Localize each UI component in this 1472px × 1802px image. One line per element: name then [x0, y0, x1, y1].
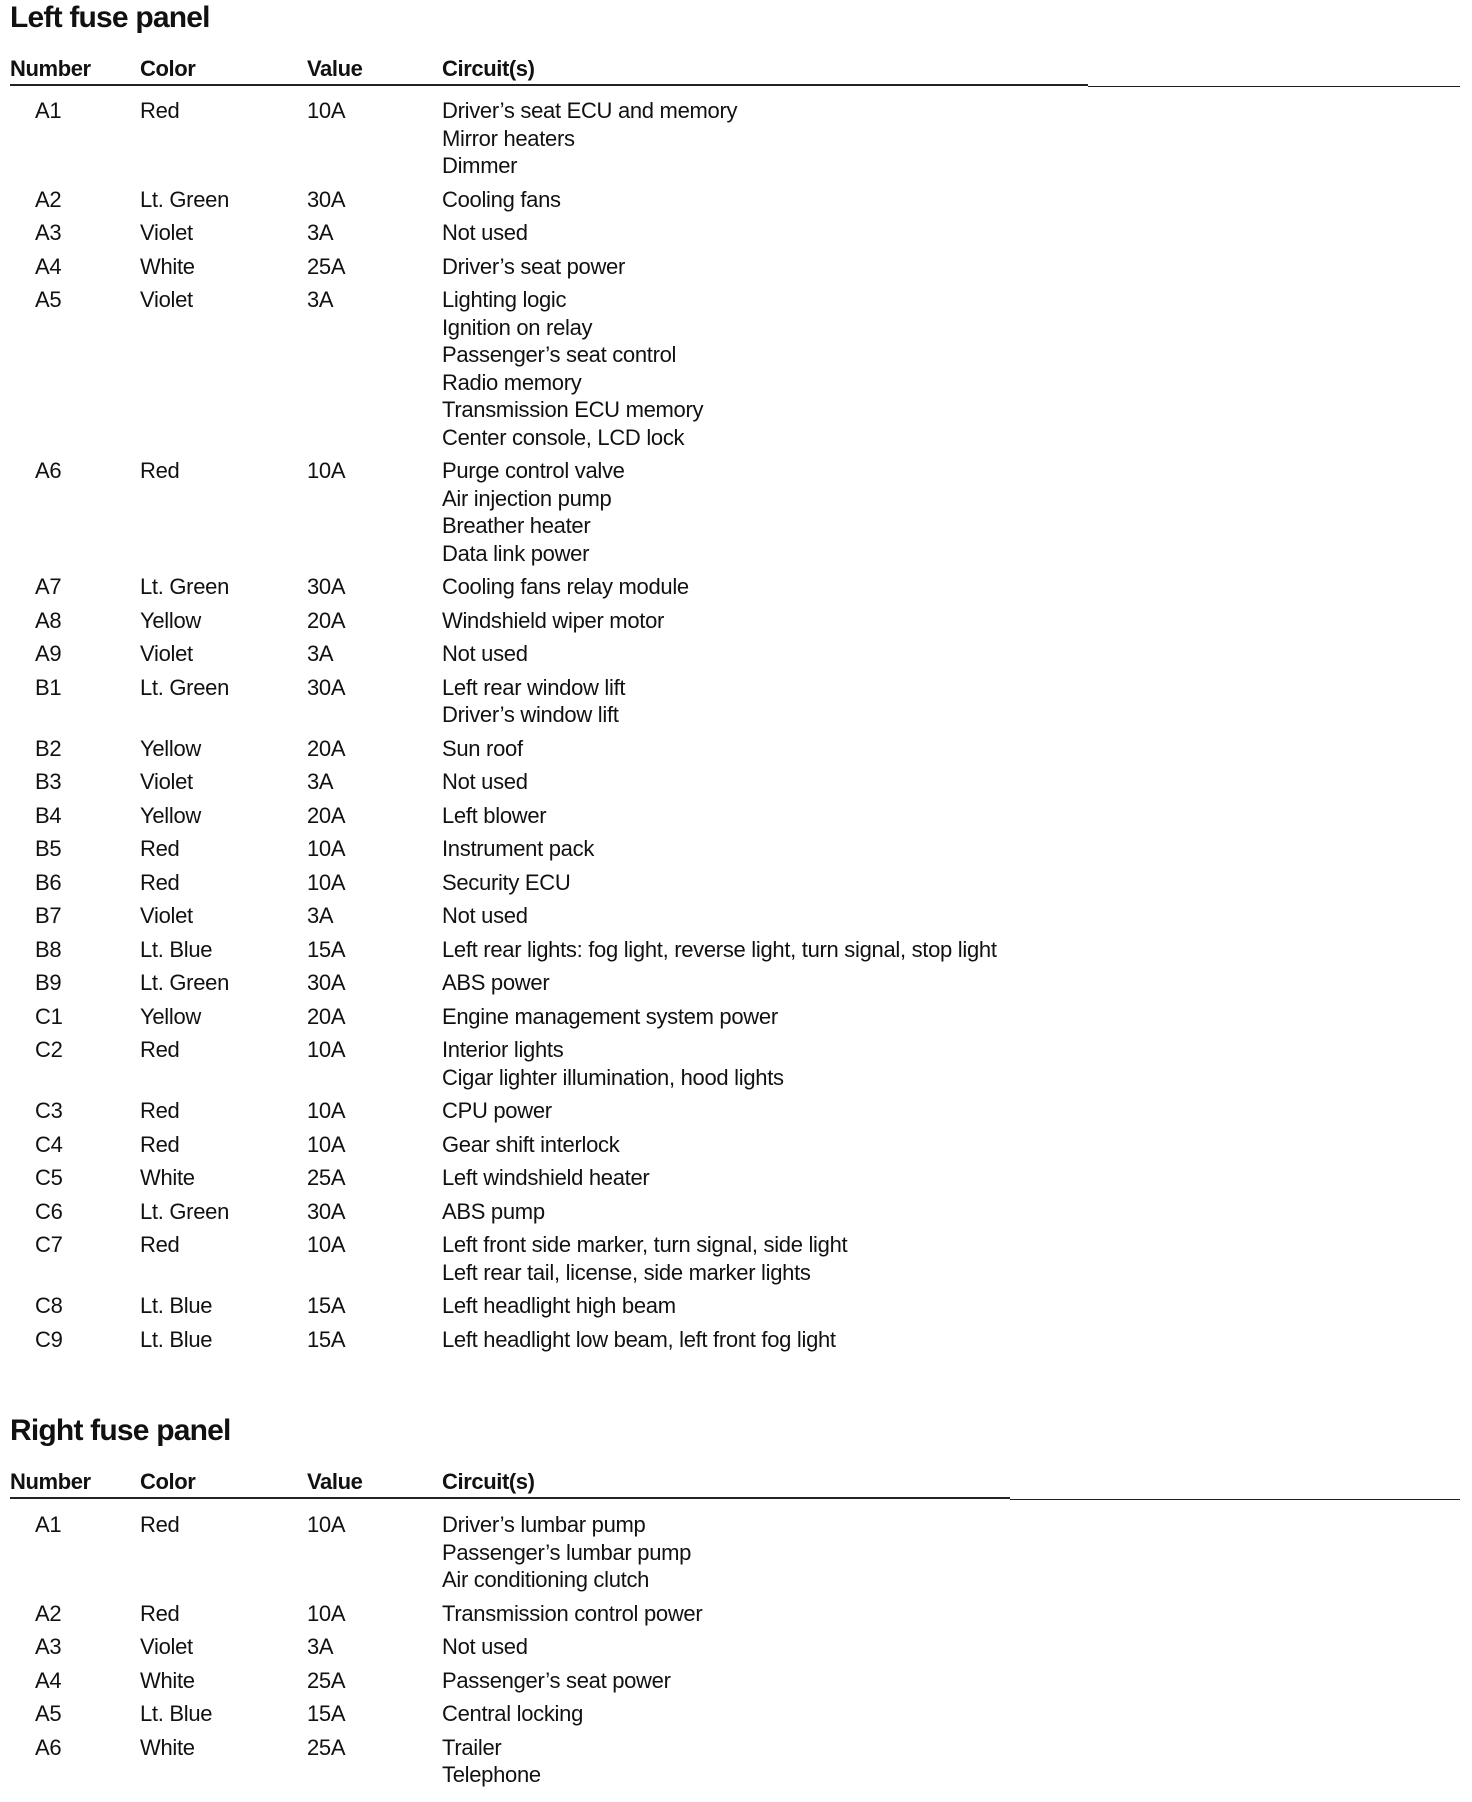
fuse-circuits [442, 1097, 1460, 1125]
column-header-value: Value [307, 1469, 363, 1494]
left-fuse-table [10, 97, 1460, 1359]
fuse-circuits [442, 186, 1460, 214]
fuse-row [10, 1198, 1460, 1232]
fuse-number: C1 [35, 1003, 63, 1029]
fuse-number: A5 [35, 287, 62, 312]
fuse-number: B1 [35, 674, 62, 700]
fuse-number: B3 [35, 769, 62, 794]
fuse-color: Lt. Blue [140, 1701, 213, 1726]
fuse-color: Red [140, 836, 180, 861]
circuit-line: Interior lights [442, 1037, 564, 1062]
fuse-value: 10A [307, 836, 346, 861]
fuse-row [10, 1700, 1460, 1734]
fuse-row [10, 1131, 1460, 1165]
fuse-value: 20A [307, 607, 346, 633]
fuse-number: A1 [35, 1512, 62, 1537]
fuse-number: C5 [35, 1165, 63, 1190]
fuse-circuits [442, 835, 1460, 863]
fuse-color: Violet [140, 220, 193, 245]
fuse-circuits [442, 1036, 1460, 1091]
fuse-number: C3 [35, 1098, 63, 1123]
circuit-line: Radio memory [442, 369, 582, 395]
header-rule-thin [1088, 86, 1460, 87]
fuse-color: Lt. Blue [140, 936, 213, 962]
circuit-line: Left headlight low beam, left front fog light [442, 1326, 836, 1352]
circuit-line: Not used [442, 220, 528, 245]
fuse-value: 15A [307, 1293, 346, 1318]
fuse-circuits [442, 869, 1460, 897]
circuit-line: Telephone [442, 1762, 541, 1787]
fuse-value: 3A [307, 903, 334, 928]
circuit-line: Breather heater [442, 513, 591, 538]
fuse-row [10, 869, 1460, 903]
fuse-value: 10A [307, 1232, 346, 1257]
fuse-circuits [442, 219, 1460, 247]
fuse-color: Lt. Green [140, 970, 230, 995]
fuse-number: A8 [35, 607, 62, 633]
fuse-value: 15A [307, 936, 346, 962]
circuit-line: Transmission ECU memory [442, 397, 704, 422]
circuit-line: Driver’s lumbar pump [442, 1512, 646, 1537]
circuit-line: Driver’s seat ECU and memory [442, 98, 738, 123]
header-rule-thick [10, 1497, 1010, 1499]
fuse-color: Yellow [140, 1003, 201, 1029]
fuse-number: A4 [35, 1667, 62, 1693]
fuse-circuits [442, 1198, 1460, 1226]
fuse-circuits [442, 1231, 1460, 1286]
fuse-circuits [442, 1511, 1460, 1594]
fuse-row [10, 768, 1460, 802]
fuse-number: A3 [35, 220, 62, 245]
fuse-color: Red [140, 458, 180, 483]
fuse-row [10, 936, 1460, 970]
fuse-row [10, 835, 1460, 869]
fuse-circuits [442, 1734, 1460, 1789]
fuse-number: A2 [35, 1600, 62, 1626]
fuse-color: Red [140, 1037, 180, 1062]
left-panel-title: Left fuse panel [10, 1, 210, 34]
fuse-value: 10A [307, 1512, 346, 1537]
fuse-circuits [442, 1600, 1460, 1628]
fuse-color: Red [140, 1600, 180, 1626]
fuse-value: 3A [307, 1634, 334, 1659]
fuse-row [10, 640, 1460, 674]
circuit-line: Transmission control power [442, 1600, 703, 1626]
fuse-value: 10A [307, 98, 346, 123]
fuse-circuits [442, 1164, 1460, 1192]
fuse-circuits [442, 936, 1460, 964]
circuit-line: Air conditioning clutch [442, 1567, 650, 1592]
circuit-line: Left front side marker, turn signal, side light [442, 1232, 848, 1257]
fuse-number: B5 [35, 836, 62, 861]
fuse-circuits [442, 1326, 1460, 1354]
header-rule-thick [10, 84, 1088, 86]
circuit-line: Purge control valve [442, 458, 625, 483]
circuit-line: Not used [442, 1634, 528, 1659]
circuit-line: Left rear tail, license, side marker lights [442, 1259, 811, 1285]
fuse-row [10, 1097, 1460, 1131]
left-table-header [10, 54, 1460, 84]
fuse-circuits [442, 1700, 1460, 1728]
circuit-line: Security ECU [442, 869, 571, 895]
circuit-line: Windshield wiper motor [442, 607, 665, 633]
fuse-color: Yellow [140, 607, 201, 633]
circuit-line: Center console, LCD lock [442, 424, 685, 450]
fuse-color: Lt. Green [140, 674, 230, 700]
fuse-color: Lt. Blue [140, 1293, 213, 1318]
fuse-number: A5 [35, 1701, 62, 1726]
right-fuse-panel [10, 1413, 1460, 1798]
circuit-line: Cooling fans relay module [442, 574, 689, 599]
fuse-circuits [442, 1292, 1460, 1320]
fuse-number: A6 [35, 458, 62, 483]
fuse-value: 20A [307, 802, 346, 828]
fuse-value: 3A [307, 220, 334, 245]
fuse-color: Violet [140, 1634, 193, 1659]
fuse-color: Violet [140, 903, 193, 928]
fuse-color: White [140, 1165, 195, 1190]
fuse-row [10, 97, 1460, 186]
circuit-line: Gear shift interlock [442, 1131, 620, 1157]
fuse-number: B7 [35, 903, 62, 928]
fuse-circuits [442, 674, 1460, 729]
fuse-row [10, 1164, 1460, 1198]
fuse-circuits [442, 457, 1460, 567]
fuse-value: 30A [307, 186, 346, 212]
fuse-color: Red [140, 1131, 180, 1157]
circuit-line: Passenger’s seat power [442, 1667, 671, 1693]
fuse-circuits [442, 607, 1460, 635]
circuit-line: Engine management system power [442, 1003, 778, 1029]
fuse-row [10, 286, 1460, 457]
fuse-number: A7 [35, 574, 62, 599]
fuse-number: C2 [35, 1037, 63, 1062]
fuse-value: 25A [307, 1667, 346, 1693]
fuse-row [10, 186, 1460, 220]
fuse-row [10, 802, 1460, 836]
fuse-circuits [442, 902, 1460, 930]
fuse-number: A6 [35, 1734, 62, 1760]
column-header-color: Color [140, 1469, 196, 1494]
fuse-row [10, 1036, 1460, 1097]
fuse-value: 20A [307, 735, 346, 761]
fuse-circuits [442, 97, 1460, 180]
fuse-number: C7 [35, 1232, 63, 1257]
fuse-circuits [442, 969, 1460, 997]
fuse-color: Lt. Green [140, 574, 230, 599]
fuse-row [10, 1633, 1460, 1667]
circuit-line: Data link power [442, 540, 590, 566]
fuse-row [10, 1734, 1460, 1795]
fuse-circuits [442, 640, 1460, 668]
circuit-line: Driver’s window lift [442, 702, 619, 727]
right-panel-title: Right fuse panel [10, 1414, 231, 1447]
fuse-color: Red [140, 1512, 180, 1537]
fuse-value: 20A [307, 1003, 346, 1029]
fuse-color: White [140, 1734, 195, 1760]
fuse-number: A4 [35, 253, 62, 279]
fuse-row [10, 607, 1460, 641]
fuse-circuits [442, 1667, 1460, 1695]
fuse-color: Yellow [140, 802, 201, 828]
fuse-color: Lt. Blue [140, 1326, 213, 1352]
fuse-value: 30A [307, 574, 346, 599]
circuit-line: Air injection pump [442, 485, 612, 511]
fuse-value: 25A [307, 253, 346, 279]
fuse-circuits [442, 768, 1460, 796]
fuse-row [10, 457, 1460, 573]
fuse-number: B8 [35, 936, 62, 962]
column-header-color: Color [140, 56, 196, 81]
column-header-number: Number [10, 1469, 91, 1494]
fuse-circuits [442, 573, 1460, 601]
fuse-row [10, 1003, 1460, 1037]
fuse-number: A9 [35, 641, 62, 666]
circuit-line: Mirror heaters [442, 125, 575, 151]
circuit-line: Instrument pack [442, 836, 595, 861]
fuse-circuits [442, 802, 1460, 830]
fuse-value: 30A [307, 674, 346, 700]
fuse-value: 10A [307, 869, 346, 895]
fuse-color: Lt. Green [140, 186, 230, 212]
fuse-value: 25A [307, 1165, 346, 1190]
fuse-value: 15A [307, 1701, 346, 1726]
fuse-row [10, 219, 1460, 253]
circuit-line: Trailer [442, 1734, 502, 1760]
right-fuse-table [10, 1511, 1460, 1795]
fuse-row [10, 1511, 1460, 1600]
fuse-circuits [442, 1131, 1460, 1159]
fuse-value: 10A [307, 1037, 346, 1062]
fuse-number: A1 [35, 98, 62, 123]
circuit-line: Sun roof [442, 735, 523, 761]
circuit-line: Passenger’s seat control [442, 342, 677, 367]
fuse-row [10, 674, 1460, 735]
fuse-row [10, 253, 1460, 287]
fuse-number: C6 [35, 1198, 63, 1224]
fuse-row [10, 902, 1460, 936]
fuse-value: 25A [307, 1734, 346, 1760]
fuse-number: B9 [35, 970, 62, 995]
fuse-value: 10A [307, 1098, 346, 1123]
circuit-line: ABS pump [442, 1198, 545, 1224]
right-table-header [10, 1467, 1460, 1497]
fuse-color: Red [140, 98, 180, 123]
circuit-line: Not used [442, 769, 528, 794]
fuse-value: 3A [307, 641, 334, 666]
circuit-line: Left rear window lift [442, 674, 626, 700]
circuit-line: Left rear lights: fog light, reverse light, turn signal, stop light [442, 936, 997, 962]
fuse-color: Red [140, 1098, 180, 1123]
circuit-line: Ignition on relay [442, 314, 593, 340]
fuse-value: 10A [307, 1131, 346, 1157]
fuse-number: C4 [35, 1131, 63, 1157]
circuit-line: Lighting logic [442, 287, 567, 312]
fuse-circuits [442, 735, 1460, 763]
left-fuse-panel [10, 0, 1460, 1380]
circuit-line: CPU power [442, 1098, 552, 1123]
column-header-circuits: Circuit(s) [442, 56, 535, 81]
column-header-circuits: Circuit(s) [442, 1469, 535, 1494]
fuse-row [10, 1231, 1460, 1292]
circuit-line: Not used [442, 903, 528, 928]
circuit-line: Left headlight high beam [442, 1293, 676, 1318]
fuse-color: Violet [140, 287, 193, 312]
fuse-row [10, 1667, 1460, 1701]
fuse-color: White [140, 1667, 195, 1693]
fuse-row [10, 1326, 1460, 1360]
circuit-line: Cooling fans [442, 186, 561, 212]
fuse-circuits [442, 1003, 1460, 1031]
fuse-number: B4 [35, 802, 62, 828]
fuse-color: Red [140, 1232, 180, 1257]
fuse-row [10, 1292, 1460, 1326]
fuse-number: C8 [35, 1293, 63, 1318]
fuse-color: Yellow [140, 735, 201, 761]
fuse-value: 10A [307, 1600, 346, 1626]
fuse-value: 30A [307, 970, 346, 995]
fuse-row [10, 969, 1460, 1003]
fuse-circuits [442, 286, 1460, 451]
fuse-row [10, 735, 1460, 769]
circuit-line: Not used [442, 641, 528, 666]
fuse-row [10, 1600, 1460, 1634]
fuse-color: Violet [140, 641, 193, 666]
fuse-number: A2 [35, 186, 62, 212]
fuse-color: Violet [140, 769, 193, 794]
fuse-value: 15A [307, 1326, 346, 1352]
fuse-number: A3 [35, 1634, 62, 1659]
fuse-number: B6 [35, 869, 62, 895]
circuit-line: ABS power [442, 970, 550, 995]
fuse-circuits [442, 253, 1460, 281]
fuse-value: 3A [307, 769, 334, 794]
fuse-color: Lt. Green [140, 1198, 230, 1224]
circuit-line: Dimmer [442, 153, 518, 178]
circuit-line: Left blower [442, 802, 547, 828]
fuse-number: B2 [35, 735, 62, 761]
fuse-circuits [442, 1633, 1460, 1661]
header-rule-thin [1010, 1499, 1460, 1500]
fuse-value: 10A [307, 458, 346, 483]
circuit-line: Central locking [442, 1701, 584, 1726]
circuit-line: Passenger’s lumbar pump [442, 1539, 692, 1565]
circuit-line: Cigar lighter illumination, hood lights [442, 1064, 784, 1090]
fuse-color: Red [140, 869, 180, 895]
circuit-line: Left windshield heater [442, 1165, 650, 1190]
fuse-value: 30A [307, 1198, 346, 1224]
circuit-line: Driver’s seat power [442, 253, 625, 279]
fuse-row [10, 573, 1460, 607]
column-header-number: Number [10, 56, 91, 81]
fuse-value: 3A [307, 287, 334, 312]
fuse-color: White [140, 253, 195, 279]
column-header-value: Value [307, 56, 363, 81]
fuse-number: C9 [35, 1326, 63, 1352]
